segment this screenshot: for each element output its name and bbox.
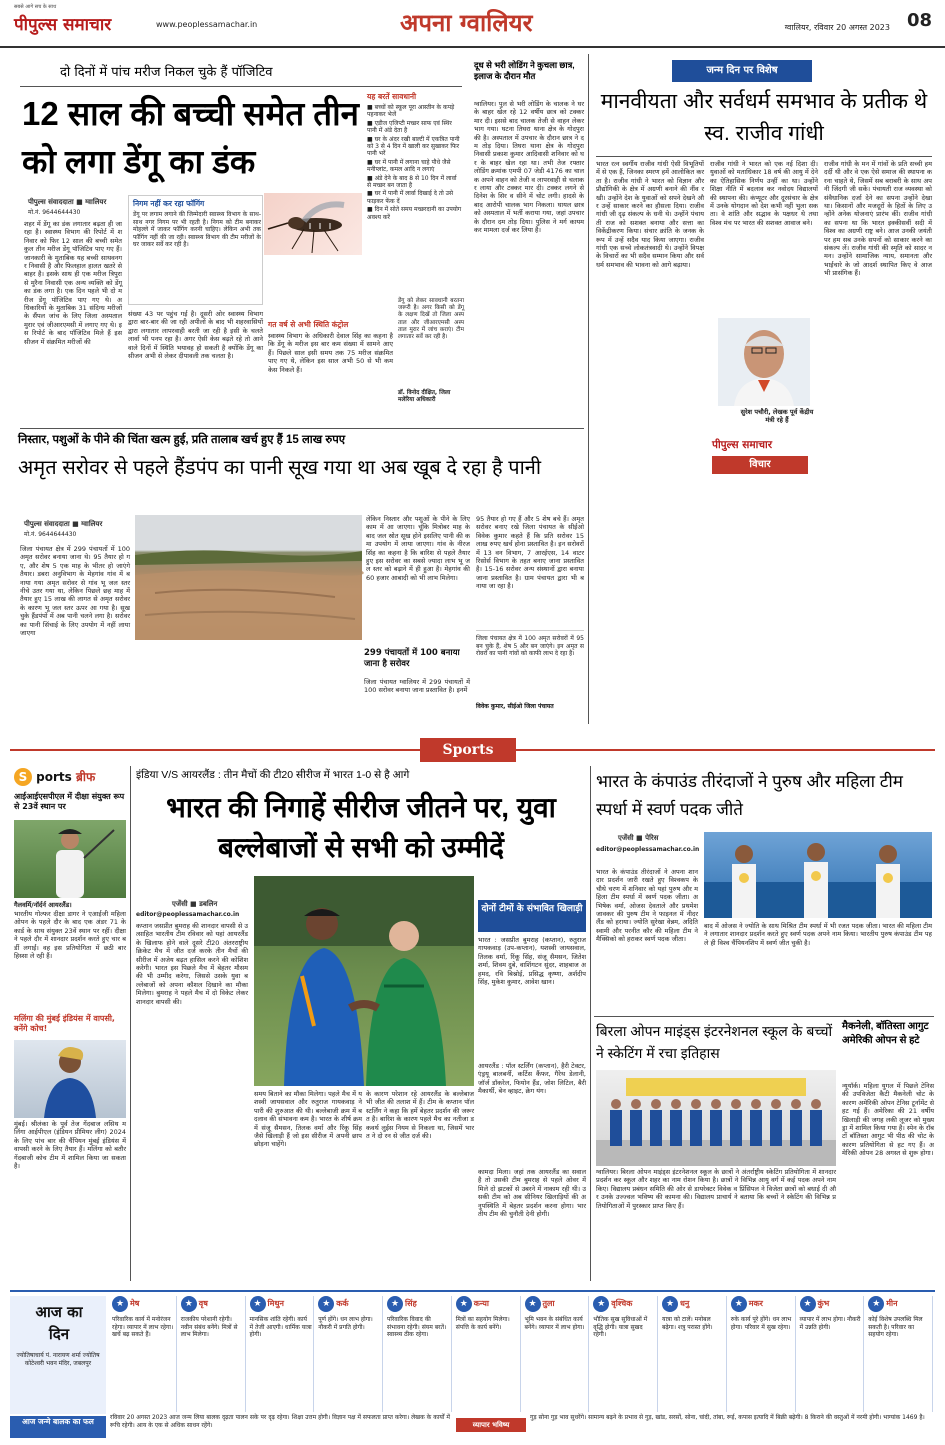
opinion-logo: [712, 438, 808, 476]
sign-text: रुके कार्य पूरे होंगे। धन लाभ होगा। परिवार में सुख रहेगा।: [730, 1316, 792, 1331]
born-today-label: आज जन्मे बालक का फल: [10, 1416, 106, 1438]
tank-body-1: जिला पंचायत क्षेत्र में 299 पंचायतों में 100 अमृत सरोवर बनाया जाना थे। 95 तैयार हो गए, और शेष 5 एक माह के भीतर हो जाएंगे तैयार। डबरा अनुविभाग के मेहगांव गांव में बनाया गया अमृत सरोवर से गांव भू जल स्तर नीचे उतर गया था, लेकिन पिछले छह माह में तैयार हुए 15 लाख की लागत से अमृत सरोवर के कारण भू जल स्तर ऊपर आ गया है। सूख चुके हैंडपंपों में अब पानी चलने लगा है। सरोवर का पानी सिंचाई के लिए उपयोग में नहीं लाया जाएगा: [20, 545, 130, 638]
tank-kicker: निस्तार, पशुओं के पीने की चिंता खत्म हुई, प्रति तालाब खर्च हुए हैं 15 लाख रुपए: [18, 434, 346, 446]
dengue-body-2: संख्या 43 पर पहुंच गई है। दूसरी ओर स्वास्थ्य विभाग द्वारा बार-बार की जा रही अपीलों के बाद भी शहरवासियों द्वारा लगातार लापरवाही बरती जा रही है इसी के चलते लार्वा भी पनप रहा है। अगर ऐसी केस बढ़ते रहे तो आने वाले दिनों में स्थिति भयावह हो सकती है क्योंकि डेंगू का सीजन अभी से लेकर दीपावली तक चलता है।: [128, 310, 263, 361]
cricket-col-4: कामदा मिला। जहां तक आयरलैंड का सवाल है तो उसकी टीम बुमराह से पहले ओवर में मिले दो झटकों से उबरने में नाकाम रही थी। उसकी टीम को अब सीनियर खिलाड़ियों की अनुपस्थिति में बेहतर प्रदर्शन करना होगा। भारतीय टीम की चुनौती देनी होगी।: [478, 1168, 586, 1219]
paper-logo[interactable]: पीपुल्स समाचार: [14, 15, 112, 35]
brief-item-1-text: भारतीय गोल्फर दीक्षा डागर ने एआईजी महिला ओपन के पहले दौर के बाद एक अंडर 71 के कार्ड के साथ संयुक्त 23वें स्थान पर रहीं। दीक्षा ने पहले दौर में शानदार प्रदर्शन करते हुए चार बर्डी लगाईं। वह इस प्रतियोगिता में छठी बार हिस्सा ले रही हैं।: [14, 910, 126, 961]
tank-stat-text: जिला पंचायत ग्वालियर में 299 पंचायतों में 100 सरोवर बनाया जाना प्रस्तावित है। इनमें: [364, 678, 470, 695]
zodiac-icon: ★: [456, 1296, 472, 1312]
probable-box: [478, 900, 586, 1280]
zodiac-icon: ★: [593, 1296, 609, 1312]
horoscope-title-top: आज का: [35, 1303, 83, 1321]
cricket-col-1: कप्तान जसप्रीत बुमराह की शानदार वापसी से उत्साहित भारतीय टीम रविवार को यहां आयरलैंड के खिलाफ होने वाले दूसरे टी20 अंतरराष्ट्रीय क्रिकेट मैच में जीत दर्ज करके तीन मैचों की सीरीज में अजेय बढ़त हासिल करने की कोशिश करेगी। भारत इस पिछले मैच में बेहतर मौसम की भी उम्मीद करेगा, जिससे उसके युवा बल्लेबाजों को अपना कौशल दिखाने का मौका मिलेगा। बुमराह ने पहले मैच में दो विकेट लेकर शानदार वापसी की।: [136, 922, 248, 1006]
archers-photo: [704, 832, 932, 918]
cricket-col-2: समय बिताने का मौका मिलेगा। पहले मैच में यशस्वी जायसवाल और रुतुराज गायकवाड़ ने पारी की शुरुआत की थी। बल्लेबाजी क्रम में बदलाव की संभावना कम है। भारत के शीर्ष क्रम में संजू सैमसन, तिलक वर्मा और रिंकू सिंह जैसे खिलाड़ी हैं जो इस सीरीज में अपनी छाप छोड़ना चाहेंगे।: [254, 1090, 362, 1149]
sign-text: कोई विशेष उपलब्धि मिल सकती है। परिवार का सहयोग रहेगा।: [868, 1316, 923, 1339]
sign-name: मकर: [748, 1299, 763, 1308]
sign-name: तुला: [542, 1299, 555, 1308]
sign-text: मानसिक शांति रहेगी। कार्य में तेजी आएगी। धार्मिक यात्रा होगी।: [249, 1316, 312, 1339]
tank-mobile: मो.नं. 9644644430: [24, 531, 77, 538]
archery-headline: भारत के कंपाउंड तीरंदाजों ने पुरुष और महिला टीम स्पर्धा में स्वर्ण पदक जीते: [596, 772, 903, 819]
ireland-team: आयरलैंड : पॉल स्टर्लिंग (कप्तान), हैरी टेक्टर, एंड्रयू बालबर्नी, कर्टिस कैंफर, गैरेथ डेलानी, जॉर्ज डॉकरेल, फियोन हैंड, जोश लिटिल, बैरी मैकार्थी, बेन व्हाइट, क्रेग यंग।: [478, 1062, 586, 1096]
sign-cell: [660, 1296, 727, 1412]
caution-title: यह बरतें सावधानी: [367, 92, 417, 101]
sign-text: व्यापार में लाभ होगा। नौकरी में उन्नति होगी।: [799, 1316, 861, 1331]
dengue-quote-name: डॉ. विनोद दीक्षित, जिला मलेरिया अधिकारी: [398, 390, 451, 404]
brief-column: [14, 768, 126, 1280]
brief-logo: S ports ब्रीफ: [14, 768, 126, 790]
brief-item-2-head: मलिंगा की मुंबई इंडियंस में वापसी, बनेंगे कोच!: [14, 1014, 115, 1033]
malinga-photo: [14, 1040, 126, 1118]
website-url[interactable]: www.peoplessamachar.in: [156, 20, 258, 29]
fogging-box: [128, 195, 263, 305]
horoscope-side: [10, 1296, 106, 1414]
caution-box: [365, 92, 462, 290]
tank-body-2: लेकिन निस्तार और पशुओं के पीने के लिए काम में आ जाएगा। चूंकि मित्रोबर माह के बाद जल स्रोत सूख होने इसलिए पानी की कमा उपयोग में लाया जाएगा। गांव के नीरज सिंह का कहना है कि बारिश से पहले तैयार हुए इस सरोवर का सबसे ज्यादा लाभ भू जल स्तर को बढ़ाने में ही हुआ है। मेहगांव की 60 हजार आबादी को भी लाभ मिलेगा।: [366, 515, 470, 582]
birla-headline: बिरला ओपन माइंड्स इंटरनेशनल स्कूल के बच्चों ने स्केटिंग में रचा इतिहास: [596, 1023, 833, 1061]
tank-quote-name: विवेक कुमार, सीईओ जिला पंचायत: [476, 703, 554, 710]
dengue-body-1: शहर में डेंगू का डंक लगातार बढ़ता ही जा रहा है। स्वास्थ्य विभाग की रिपोर्ट में शनिवार को फिर 12 साल की बच्ची समेत कुल तीन मरीज डेंगू पॉजिटिव पाए गए हैं। जानकारी के मुताबिक यह बच्ची साथवनगर निवासी है और फिलहाल हालत खतरे से बाहर है। इसके साथ ही एक मरीज त्रिपुरा से मुरैना निवासी एक अन्य व्यक्ति को डेंगू का डंक लगा है। एक दिन पहले भी दो मरीज डेंगू पॉजिटिव पाए गए थे। अधिकारियों के मुताबिक 31 संदिग्ध मरीजों के सैंपल जांच के लिए जिला अस्पताल मुरार एवं जीआरएमसी में लगाए गए थे। इस रिपोर्ट के बाद पॉजिटिव मिले हैं इस सीजन में संक्रमित मरीजों की: [24, 220, 122, 346]
horoscope-title-bottom: दिन: [48, 1325, 70, 1343]
sign-cell: [110, 1296, 177, 1412]
captains-photo: [254, 876, 474, 1086]
zodiac-icon: ★: [731, 1296, 747, 1312]
page-number: 08: [906, 10, 932, 31]
section-title: अपना ग्वालियर: [400, 8, 533, 37]
sign-cell: [179, 1296, 246, 1412]
sports-s-icon: S: [14, 768, 32, 786]
caution-list: [367, 104, 462, 289]
tank-byline: पीपुल्स संवाददाता ■ ग्वालियर: [24, 520, 103, 528]
tennis-body: न्यूयॉर्क। महिला युगल में पिछले टेनिस की उपविजेता कैटी मैकनेली चोट के कारण अमेरिकी ओपन टेनिस टूर्नामेंट से हट गई हैं। अमेरिका की 21 वर्षीय खिलाड़ी की जगह लकी लूजर को मुख्य ड्रा में शामिल किया गया है। स्पेन के रॉबर्टो बॉतिस्ता आगुट भी पीठ की चोट के कारण प्रतियोगिता से हट गए हैं। अमेरिकी ओपन 28 अगस्त से शुरू होगा।: [842, 1082, 934, 1158]
india-team: भारत : जसप्रीत बुमराह (कप्तान), रुतुराज गायकवाड़ (उप-कप्तान), यशस्वी जायसवाल, तिलक वर्मा, रिंकू सिंह, संजू सैमसन, जितेश शर्मा, शिवम दुबे, वाशिंगटन सुंदर, शाहबाज अहमद, रवि बिश्नोई, प्रसिद्ध कृष्णा, अर्शदीप सिंह, मुकेश कुमार, आवेश खान।: [478, 936, 586, 987]
sign-text: भौतिक सुख सुविधाओं में वृद्धि होगी। यात्रा सुखद रहेगी।: [593, 1316, 648, 1339]
tank-body-3: 95 तैयार हो गए हैं और 5 शेष बचे हैं। अमृत सरोवर बनाए रखे जिला पंचायत के सीईओ विवेक कुमार कहते हैं कि प्रति सरोवर 15 लाख रुपए खर्च होना प्रस्तावित है। इन सरोवरों में 13 वन विभाग, 7 आरईएस, 14 वाटर रिसोर्स विभाग के तहत बनाए जाना प्रस्तावित है। 15-16 सरोवर अन्य संस्थानों द्वारा बनाया जाना प्रस्तावित है। ग्राम पंचायत द्वारा भी बनाया जा रहा है।: [476, 515, 584, 591]
zodiac-icon: ★: [662, 1296, 678, 1312]
probable-title: दोनों टीमों के संभावित खिलाड़ी: [478, 900, 586, 932]
sign-text: परिवारिक विवाद की संभावना रहेगी। संयम बरतें। स्वास्थ्य ठीक रहेगा।: [387, 1316, 447, 1339]
issue-date: ग्वालियर, रविवार 20 अगस्त 2023: [784, 23, 890, 32]
list-item: ■ अंडे देने के बाद 8 से 10 दिन में लार्वा से मच्छर बन जाता है: [367, 174, 457, 190]
sign-name: कन्या: [473, 1299, 489, 1308]
list-item: ■ घर में पानी में लगाना चाहे पौधे जैसे मनीप्लांट, कमल आदि न लगाएं: [367, 158, 451, 174]
opinion-logo-name: पीपुल्स समाचार: [712, 439, 773, 451]
dengue-mobile: मो.नं. 9644644430: [28, 209, 81, 216]
sign-name: वृश्चिक: [611, 1299, 633, 1308]
sign-text: राजकीय परेशानी रहेगी। नवीन संबंध बनेंगे। मित्रों से लाभ मिलेगा।: [180, 1316, 238, 1339]
list-item: ■ बच्चों को स्कूल पूरा आस्तीन के कपड़े पहनाकर भेजें: [367, 104, 455, 119]
archery-byline: एजेंसी ■ पेरिस: [618, 834, 659, 842]
list-item: ■ एडीज एजिप्टी मच्छर साफ एवं स्थिर पानी में अंडे देता है: [367, 119, 452, 135]
rajiv-headline: मानवीयता और सर्वधर्म समभाव के प्रतीक थे स्व. राजीव गांधी: [600, 90, 928, 145]
dengue-byline: पीपुल्स संवाददाता ■ ग्वालियर: [28, 198, 107, 206]
brief-item-1-place: गैलवर्मि/नॉर्दर्न आयरलैंड।: [14, 901, 72, 909]
sign-cell: [798, 1296, 865, 1412]
dengue-quote-text: डेंगू को लेकर सावधानी बरतना जरूरी है। अगर किसी को डेंगू के लक्षण दिखें तो जिला अस्पताल और जीआरएमसी अस्पताल मुरार में जांच कराएं। टीम लगातार सर्वे कर रही है।: [398, 298, 464, 341]
zodiac-icon: ★: [318, 1296, 334, 1312]
rajiv-col-1: भारत रत्न स्वर्गीय राजीव गांधी ऐसी विभूतियों में से एक हैं, जिनका स्मरण हमें आलोकित करता है। राजीव गांधी ने भारत को विज्ञान और प्रौद्योगिकी के क्षेत्र में अग्रणी बनाने की नींव रखी। उन्होंने देश के युवाओं को सपने देखने और उन्हें साकार करने का हौसला दिया। राजीव गांधी जी दृढ़ संकल्प के धनी थे। उन्होंने पंचायती राज को सशक्त बनाया और सत्ता का विकेंद्रीकरण किया। संचार क्रांति के जनक के रूप में उन्हें सदैव याद किया जाएगा। राजीव गांधी एक सच्चे लोकतंत्रवादी थे। उन्होंने विपक्ष के विचारों का भी सदैव सम्मान किया और सर्वधर्म समभाव की भावना को आगे बढ़ाया।: [596, 160, 704, 269]
fogging-title: निगम नहीं कर रहा फॉगिंग: [133, 199, 205, 208]
archery-email: editor@peoplessamachar.co.in: [596, 846, 700, 853]
sign-cell: [316, 1296, 383, 1412]
masthead: [0, 0, 945, 48]
milk-headline: दूध से भरी लोडिंग ने कुचला छात्र, इलाज के दौरान मौत: [474, 60, 575, 81]
birthday-banner: जन्म दिन पर विशेष: [672, 60, 812, 82]
sign-name: मिथुन: [267, 1299, 284, 1308]
sign-text: यात्रा को टालें। मनोबल बढ़ेगा। शत्रु परास्त होंगे।: [662, 1316, 713, 1331]
zodiac-icon: ★: [181, 1296, 197, 1312]
horoscope-strip: [10, 1290, 935, 1440]
author-photo: [718, 318, 810, 406]
tank-quote: [476, 630, 584, 723]
astrologer-credit: ज्योतिषाचार्य पं. नारायण शर्मा ज्योतिष कोटेश्वरी भवन मंदिर, जबलपुर: [16, 1352, 100, 1367]
opinion-logo-section: विचार: [712, 456, 808, 474]
rajiv-col-3: राजीव गांधी के मन में गांवों के प्रति सच्ची हमदर्दी थी और वे एक ऐसे समाज की स्थापना करना चाहते थे, जिसमें सब बराबरी के साथ अपनी जिंदगी जी सकें। पंचायती राज व्यवस्था को संवैधानिक दर्जा देने का सपना उन्होंने देखा था। किसानों और मजदूरों के हितों के लिए उन्होंने अनेक योजनाएं प्रारंभ कीं। राजीव गांधी का सपना था कि भारत इक्कीसवीं सदी में विश्व का अग्रणी राष्ट्र बने। आज उनकी जयंती पर हम सब उनके सपनों को साकार करने का संकल्प लें। राजीव गांधी की स्मृति को सादर नमन। उन्होंने सामाजिक न्याय, समानता और भाईचारे के जो आदर्श स्थापित किए वे आज भी प्रासंगिक हैं।: [824, 160, 932, 278]
zodiac-icon: ★: [525, 1296, 541, 1312]
archery-col-1: भारत के कंपाउंड तीरंदाजों ने अपना शानदार प्रदर्शन जारी रखते हुए विश्वकप के चौथे चरण में शनिवार को यहां पुरुष और महिला टीम स्पर्धा में स्वर्ण पदक जीता। अभिषेक वर्मा, ओजस देवताले और प्रथमेश जावकर की पुरुष टीम ने फाइनल में नीदरलैंड को हराया। ज्योति सुरेखा वेन्नम, अदिति स्वामी और परनीत कौर की महिला टीम ने मैक्सिको को हराकर स्वर्ण पदक जीता।: [596, 868, 698, 944]
sign-cell: [248, 1296, 315, 1412]
list-item: ■ दिन में सोते समय मच्छरदानी का उपयोग अवश्य करें: [367, 206, 462, 221]
dengue-quote: [398, 298, 464, 423]
sign-name: कर्क: [336, 1299, 349, 1308]
sign-text: पूर्ण होंगे। धन लाभ होगा। नौकरी में प्रगति होगी।: [318, 1316, 373, 1331]
dengue-kicker: दो दिनों में पांच मरीज निकल चुके हैं पॉजिटिव: [60, 65, 273, 80]
sign-name: कुंभ: [817, 1299, 830, 1308]
sign-cell: [523, 1296, 590, 1412]
sign-cell: [729, 1296, 796, 1412]
tank-photo: [135, 515, 362, 640]
fogging-text: डेंगू पर लगाम लगाने की जिम्मेदारी स्वास्थ्य विभाग के साथ-साथ नगर निगम पर भी रहती है। निगम को टीम बनाकर मोहल्ले में जाकर फॉगिंग करनी चाहिए। लेकिन अभी तक फॉगिंग नहीं की जा रही। स्वास्थ्य विभाग की टीम मरीजों के घर जाकर सर्वे कर रही है।: [133, 211, 261, 249]
rajiv-col-2: राजीव गांधी ने भारत को एक नई दिशा दी। युवाओं को मताधिकार 18 वर्ष की आयु में देने का ऐतिहासिक निर्णय उन्हीं का था। उन्होंने शिक्षा नीति में बदलाव कर नवोदय विद्यालयों की स्थापना की। कंप्यूटर और दूरसंचार के क्षेत्र में उनके योगदान को देश कभी नहीं भुला सकता। वे शांति और सद्भाव के पक्षधर थे तथा विश्व मंच पर भारत की सशक्त आवाज बने।: [710, 160, 818, 227]
tank-quote-text: जिला पंचायत क्षेत्र में 100 अमृत सरोवरों में 95 बन चुके हैं, शेष 5 और बन जाएंगे। इन अमृत सरोवरों का पानी गांवों को काफी लाभ दे रहा है।: [476, 635, 584, 658]
sign-text: परिवारिक कार्य में मनोरंजन रहेगा। व्यापार में लाभ रहेगा। खर्चे बढ़ सकते हैं।: [112, 1316, 174, 1339]
last-year-box: [268, 320, 393, 420]
paper-tagline: सबसे आगे सच के साथ: [14, 4, 57, 10]
cricket-byline: एजेंसी ■ डबलिन: [172, 900, 218, 908]
archery-col-2: बाद में ओजस ने ज्योति के साथ मिश्रित टीम स्पर्धा में भी रजत पदक जीता। भारत की महिला टीम ने लगातार शानदार प्रदर्शन करते हुए स्वर्ण पदक अपने नाम किया। भारतीय पुरुष कंपाउंड टीम पहले ही विश्व चैंपियनशिप में स्वर्ण जीत चुकी है।: [704, 922, 932, 947]
born-today-text: रविवार 20 अगस्त 2023 आज जन्म लिया बालक दृढ़ता पालन सके पर दृढ़ रहेगा। शिक्षा उत्तम होगी। विज्ञान पक्ष में सफलता प्राप्त करेगा। लेखक के कार्यों में रूचि रहेगी। आय के एक से अधिक साधन रहेंगे।: [110, 1414, 450, 1429]
mosquito-photo: [264, 193, 362, 255]
cricket-headline: भारत की निगाहें सीरीज जीतने पर, युवा बल्लेबाजों से सभी को उम्मीदें: [166, 792, 556, 863]
brief-item-2-text: मुंबई। श्रीलंका के पूर्व तेज गेंदबाज लसिथ मलिंगा आईपीएल (इंडियन प्रीमियर लीग) 2024 के लिए पांच बार की चैंपियन मुंबई इंडियंस में वापसी करने के लिए तैयार हैं। मलिंगा को बतौर गेंदबाजी कोच टीम में शामिल किया जा सकता है।: [14, 1120, 126, 1171]
sign-name: धनु: [680, 1299, 690, 1308]
cricket-email: editor@peoplessamachar.co.in: [136, 911, 240, 918]
signs-grid: [110, 1296, 935, 1412]
sign-cell: [454, 1296, 521, 1412]
tank-headline: अमृत सरोवर से पहले हैंडपंप का पानी सूख गया था अब खूब दे रहा है पानी: [18, 457, 542, 479]
last-year-title: गत वर्ष से अभी स्थिति कंट्रोल: [268, 320, 349, 329]
sign-text: भूमि भवन के संबंधित कार्य बनेंगे। व्यापार में लाभ होगा।: [524, 1316, 585, 1331]
sign-cell: [591, 1296, 658, 1412]
sign-cell: [866, 1296, 933, 1412]
sign-name: मीन: [886, 1299, 898, 1308]
sign-text: मित्रों का सहयोग मिलेगा। संपत्ति के कार्य बनेंगे।: [455, 1316, 510, 1331]
sports-divider: [10, 738, 935, 762]
milk-body: ग्वालियर। पुल से भरी लोडिंग के चालक ने घर के बाहर खेल रहे 12 वर्षीय छात्र को टक्कर मार दी। इससे बाद चालक तेजी से वाहन लेकर भाग गया। घटना तिघरा थाना क्षेत्र के गोदपुरा की है। अस्पताल में उपचार के दौरान छात्र ने दम तोड़ दिया। तिघरा थाना क्षेत्र के गोदपुरा निवासी प्रकाश कुमार आदिवासी शनिवार को घर के बाहर खेल रहा था। तभी तेज रफ्तार लोडिंग क्रमांक एमपी 07 जेडी 4176 का चालक अपने वाहन को तेजी व लापरवाही से चलाकर लाया और टक्कर मार दी। टक्कर लगने से दिनेश के सिर व सीने में चोट लगी। हादसे के बाद आरोपी चालक भाग निकला। घायल छात्र को अस्पताल में भर्ती कराया गया, जहां उपचार के दौरान दम तोड़ दिया। पुलिस ने मर्ग कायम कर मामला दर्ज कर लिया है।: [474, 100, 584, 235]
zodiac-icon: ★: [250, 1296, 266, 1312]
zodiac-icon: ★: [387, 1296, 403, 1312]
sign-name: वृष: [198, 1299, 208, 1308]
sign-cell: [385, 1296, 452, 1412]
brief-title: ब्रीफ: [76, 770, 96, 784]
birla-body: ग्वालियर। बिरला ओपन माइंड्स इंटरनेशनल स्कूल के छात्रों ने अंतर्राष्ट्रीय स्केटिंग प्रतियोगिता में शानदार प्रदर्शन कर स्कूल और शहर का नाम रोशन किया है। छात्रों ने विभिन्न आयु वर्ग में कई पदक अपने नाम किए। विद्यालय प्रबंधन समिति की ओर से डायरेक्टर विवेक व प्रिंसिपल ने विजेता छात्रों को बधाई दी और उनके उज्ज्वल भविष्य की कामना की। विद्यालय प्राचार्य ने बताया कि बच्चों ने स्केटिंग की विभिन्न प्रतियोगिताओं में पुरस्कार प्राप्त किए हैं।: [596, 1168, 836, 1210]
sign-name: मेष: [130, 1299, 140, 1308]
list-item: ■ घर में पानी में लार्वा दिखाई दे तो उसे फाड़कर फेंक दें: [367, 190, 454, 205]
tennis-headline: मैकनेली, बॉतिस्ता आगुट अमेरिकी ओपन से हटे: [842, 1021, 929, 1046]
last-year-text: स्वास्थ्य विभाग के अधिकारी देवाल सिंह का कहना है कि डेंगू के मरीज इस बार कम संख्या में सामने आए हैं। पिछले साल इसी समय तक 75 मरीज संक्रमित पाए गए थे, लेकिन इस साल अभी 50 से भी कम केस निकले हैं।: [268, 332, 393, 374]
dengue-headline: 12 साल की बच्ची समेत तीन को लगा डेंगू का डंक: [22, 95, 359, 180]
zodiac-icon: ★: [868, 1296, 884, 1312]
brief-item-1-head: आईआईएसपीएल में दीक्षा संयुक्त रूप से 23वें स्थान पर: [14, 792, 125, 811]
tank-stat-box: [364, 648, 470, 723]
zodiac-icon: ★: [800, 1296, 816, 1312]
market-text: गुड़ सोना गुड़ भाव सुधरेंगे। सामान्य बढ़ने के प्रभाव से गुड़, खांड, सरसों, सोना, चांदी, तांबा, रूई, कपास इत्यादि में बिक्री बढ़ेगी। 8 किराने की वस्तुओं में नरमी होगी। भाग्यांक 1469 है।: [530, 1414, 925, 1421]
golfer-photo: [14, 820, 126, 898]
cricket-kicker: इंडिया V/S आयरलैंड : तीन मैचों की टी20 सीरीज में भारत 1-0 से है आगे: [136, 769, 410, 781]
author-caption: सुरेश पचौरी, लेखक पूर्व केंद्रीय मंत्री रहे हैं: [740, 408, 814, 424]
students-photo: [596, 1070, 836, 1166]
cricket-col-3: के कारण परेशान रहे आयरलैंड के बल्लेबाज भी जीत की तलाश में हैं। टीम के कप्तान पॉल स्टर्लिंग ने कहा कि हमें बेहतर प्रदर्शन की जरूरत है। बारिश के कारण पहले मैच का नतीजा डकवर्थ लुईस नियम से निकला था, जिसमें भारत ने दो रन से जीत दर्ज की।: [366, 1090, 474, 1141]
tank-stat-title: 299 पंचायतों में 100 बनाया जाना है सरोवर: [364, 648, 460, 669]
market-label: व्यापार भविष्य: [456, 1418, 526, 1432]
sports-label: Sports: [420, 738, 516, 762]
sign-name: सिंह: [405, 1299, 417, 1308]
list-item: ■ घर के अंदर रखी बाल्टी में एकत्रित पानी को 3 से 4 दिन में खाली कर सुखाकर फिर पानी भरें: [367, 135, 460, 158]
zodiac-icon: ★: [112, 1296, 128, 1312]
